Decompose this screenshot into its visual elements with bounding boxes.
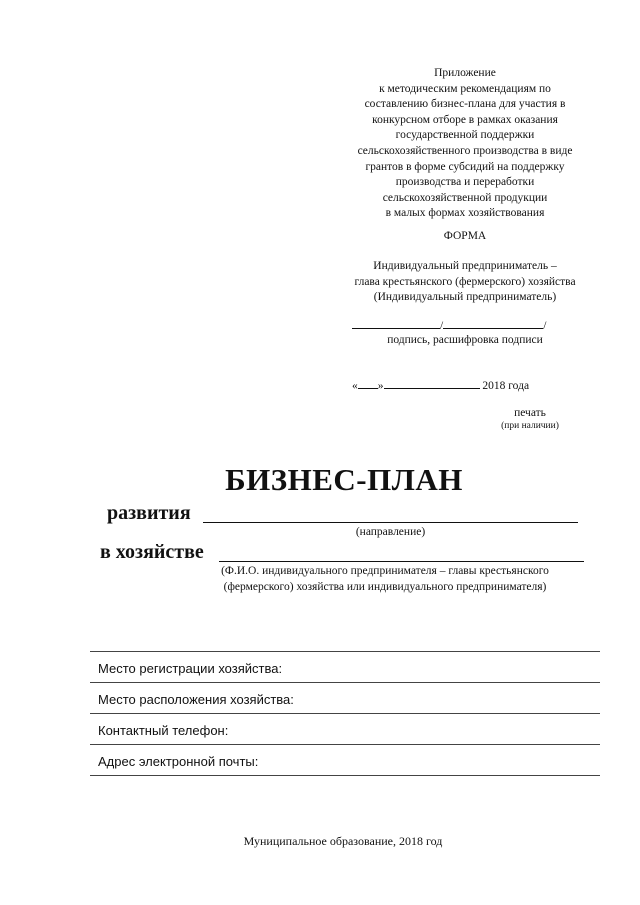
info-row-phone[interactable] [90,713,600,744]
signature-end: / [543,320,547,332]
signature-line[interactable] [352,318,546,332]
annex-line: сельскохозяйственной продукции [382,191,548,204]
entrepreneur-block [310,259,620,306]
annex-line: к методическим рекомендациям по [379,82,551,95]
footer-text: Муниципальное образование, 2018 год [243,834,443,848]
development-label: развития [107,502,191,524]
farm-caption [180,564,590,595]
farm-caption-line: (Ф.И.О. индивидуального предпринимателя – главы крестьянского [221,565,549,577]
signature-blank[interactable] [352,318,440,329]
date-month-blank[interactable] [384,378,480,389]
farm-caption-line: (фермерского) хозяйства или индивидуального предпринимателя) [223,580,547,593]
signature-separator: / [440,320,444,332]
info-row-registration[interactable] [90,651,600,682]
info-row-location[interactable] [90,682,600,713]
annex-block [320,66,610,222]
signature-caption: подпись, расшифровка подписи [387,334,543,346]
date-year: 2018 года [482,380,530,392]
stamp-label: печать [514,407,546,419]
form-label: ФОРМА [443,230,487,242]
annex-line: в малых формах хозяйствования [385,207,545,220]
info-row-email[interactable] [90,744,600,776]
info-label: Контактный телефон: [98,723,229,738]
date-close-quote: » [377,380,384,392]
entrepreneur-line: (Индивидуальный предприниматель) [373,291,557,304]
development-blank[interactable] [203,522,578,523]
stamp-note: (при наличии) [501,421,559,431]
farm-blank[interactable] [219,561,584,562]
annex-line: производства и переработки [395,176,535,189]
info-label: Адрес электронной почты: [98,754,259,769]
entrepreneur-line: глава крестьянского (фермерского) хозяйства [354,275,576,288]
entrepreneur-line: Индивидуальный предприниматель – [373,260,557,272]
development-caption: (направление) [355,526,426,538]
signature-name-blank[interactable] [443,318,543,329]
annex-line: Приложение [434,67,496,79]
annex-line: сельскохозяйственного производства в виде [357,144,573,157]
info-label: Место регистрации хозяйства: [98,661,283,676]
annex-line: конкурсном отборе в рамках оказания [372,113,558,126]
document-title: БИЗНЕС-ПЛАН [225,462,463,497]
farm-label: в хозяйстве [100,541,204,563]
info-table [90,651,600,776]
annex-line: государственной поддержки [395,129,535,142]
date-day-blank[interactable] [358,378,378,389]
date-line[interactable] [352,378,529,392]
annex-line: составлению бизнес-плана для участия в [364,98,566,111]
date-open-quote: « [352,380,358,392]
annex-line: грантов в форме субсидий на поддержку [365,160,565,173]
info-label: Место расположения хозяйства: [98,692,294,707]
